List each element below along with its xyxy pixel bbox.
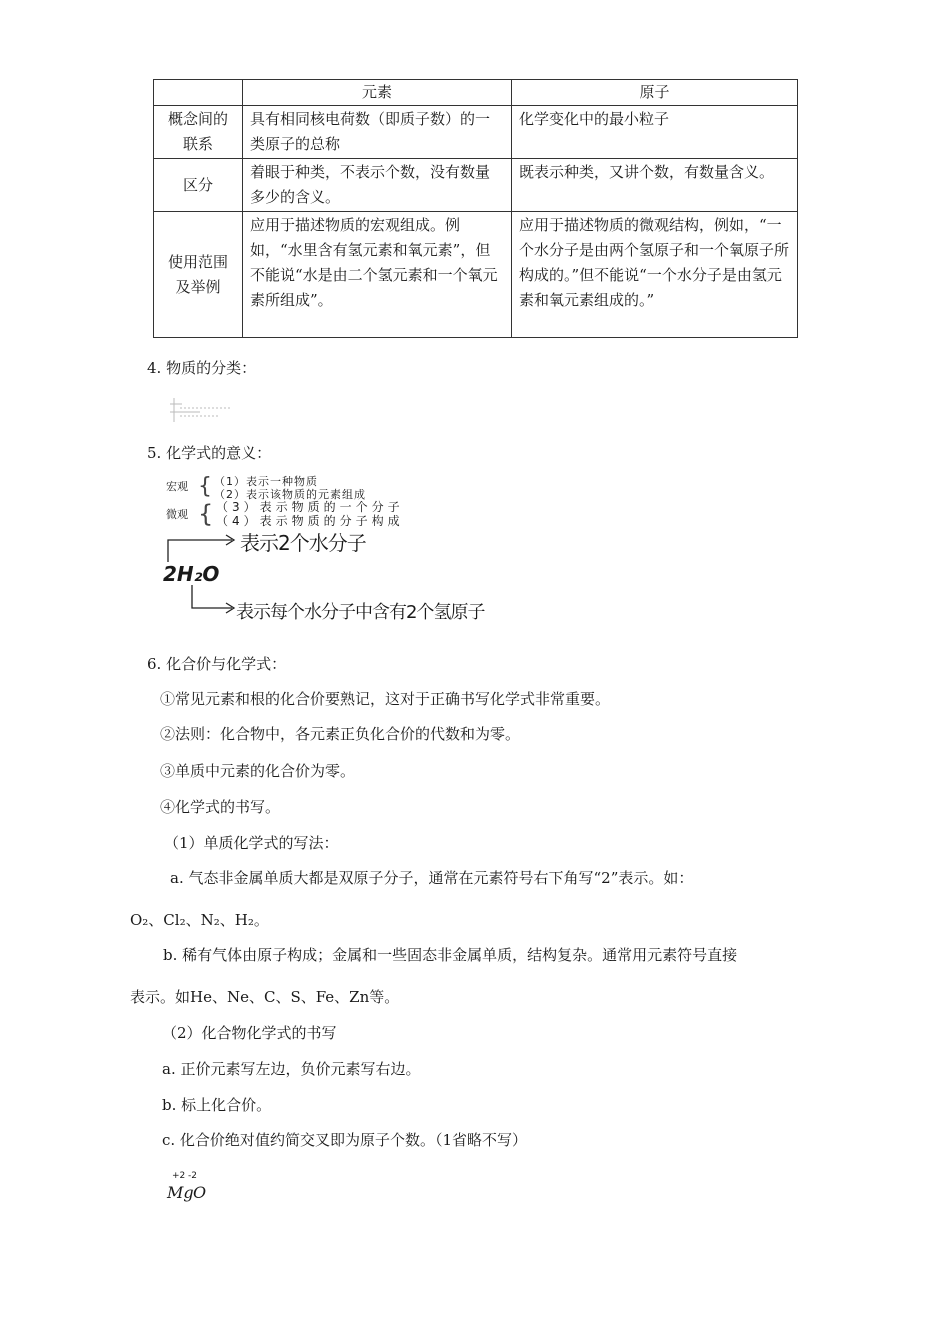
- compound-formula-rule-b: b. 标上化合价。: [162, 1096, 272, 1114]
- elemental-formula-rule-b-cont: 表示。如He、Ne、C、S、Fe、Zn等。: [130, 988, 400, 1006]
- valence-point-2: ②法则：化合物中，各元素正负化合价的代数和为零。: [160, 725, 521, 743]
- compound-formula-rule-a: a. 正价元素写左边，负价元素写右边。: [162, 1060, 421, 1078]
- micro-label: 微观: [166, 508, 188, 521]
- micro-item: （4）表示物质的分子构成: [216, 514, 404, 528]
- macro-label: 宏观: [166, 480, 188, 493]
- compound-formula-title: （2）化合物化学式的书写: [162, 1024, 337, 1042]
- water-formula: 2H₂O: [163, 562, 220, 586]
- row-label: 概念间的联系: [154, 106, 243, 159]
- mg-symbol: Mg: [167, 1183, 194, 1202]
- macro-item: （1）表示一种物质: [214, 475, 318, 488]
- section-heading-6: 6. 化合价与化学式：: [147, 655, 287, 673]
- table-row: [154, 106, 798, 159]
- table-header-atom: 原子: [512, 80, 798, 106]
- table-header-row: [154, 80, 798, 106]
- element-atom-comparison-table: [153, 79, 798, 338]
- valence-point-3: ③单质中元素的化合价为零。: [160, 762, 356, 780]
- elemental-formula-rule-b: b. 稀有气体由原子构成；金属和一些固态非金属单质，结构复杂。通常用元素符号直接: [163, 946, 738, 964]
- table-row: [154, 212, 798, 338]
- row-label: 使用范围及举例: [154, 212, 243, 338]
- micro-item: （3）表示物质的一个分子: [216, 500, 404, 514]
- substance-classification-diagram: [160, 394, 236, 424]
- macro-item: （2）表示该物质的元素组成: [214, 488, 366, 501]
- atom-cell: 化学变化中的最小粒子: [512, 106, 798, 159]
- table-header-blank: [154, 80, 243, 106]
- micro-brace: {: [198, 500, 214, 528]
- elemental-formula-rule-a: a. 气态非金属单质大都是双原子分子，通常在元素符号右下角写“2”表示。如：: [170, 869, 694, 887]
- mg-charge: +2: [172, 1171, 186, 1181]
- upper-arrow-label: 表示2个水分子: [240, 531, 366, 555]
- section-heading-5: 5. 化学式的意义：: [147, 444, 272, 462]
- section-heading-4: 4. 物质的分类：: [147, 359, 257, 377]
- element-cell: 着眼于种类，不表示个数，没有数量多少的含义。: [243, 159, 512, 212]
- atom-cell: 既表示种类，又讲个数，有数量含义。: [512, 159, 798, 212]
- macro-brace: {: [198, 474, 212, 499]
- valence-point-4: ④化学式的书写。: [160, 798, 281, 816]
- table-header-element: 元素: [243, 80, 512, 106]
- element-cell: 具有相同核电荷数（即质子数）的一类原子的总称: [243, 106, 512, 159]
- o-charge: -2: [188, 1171, 197, 1181]
- atom-cell: 应用于描述物质的微观结构，例如，“一个水分子是由两个氢原子和一个氧原子所构成的。”但不能说“一个水分子是由氢元素和氧元素组成的。”: [512, 212, 798, 338]
- element-cell: 应用于描述物质的宏观组成。例如，“水里含有氢元素和氧元素”，但不能说“水是由二个氢元素和一个氧元素所组成”。: [243, 212, 512, 338]
- compound-formula-rule-c: c. 化合价绝对值约简交叉即为原子个数。（1省略不写）: [162, 1131, 527, 1149]
- o-symbol: O: [193, 1183, 207, 1202]
- row-label: 区分: [154, 159, 243, 212]
- elemental-formula-title: （1）单质化学式的写法：: [164, 834, 339, 852]
- table-row: [154, 159, 798, 212]
- lower-arrow-label: 表示每个水分子中含有2个氢原子: [236, 602, 485, 623]
- elemental-formula-examples: O₂、Cl₂、N₂、H₂。: [130, 911, 269, 929]
- valence-point-1: ①常见元素和根的化合价要熟记，这对于正确书写化学式非常重要。: [160, 690, 611, 708]
